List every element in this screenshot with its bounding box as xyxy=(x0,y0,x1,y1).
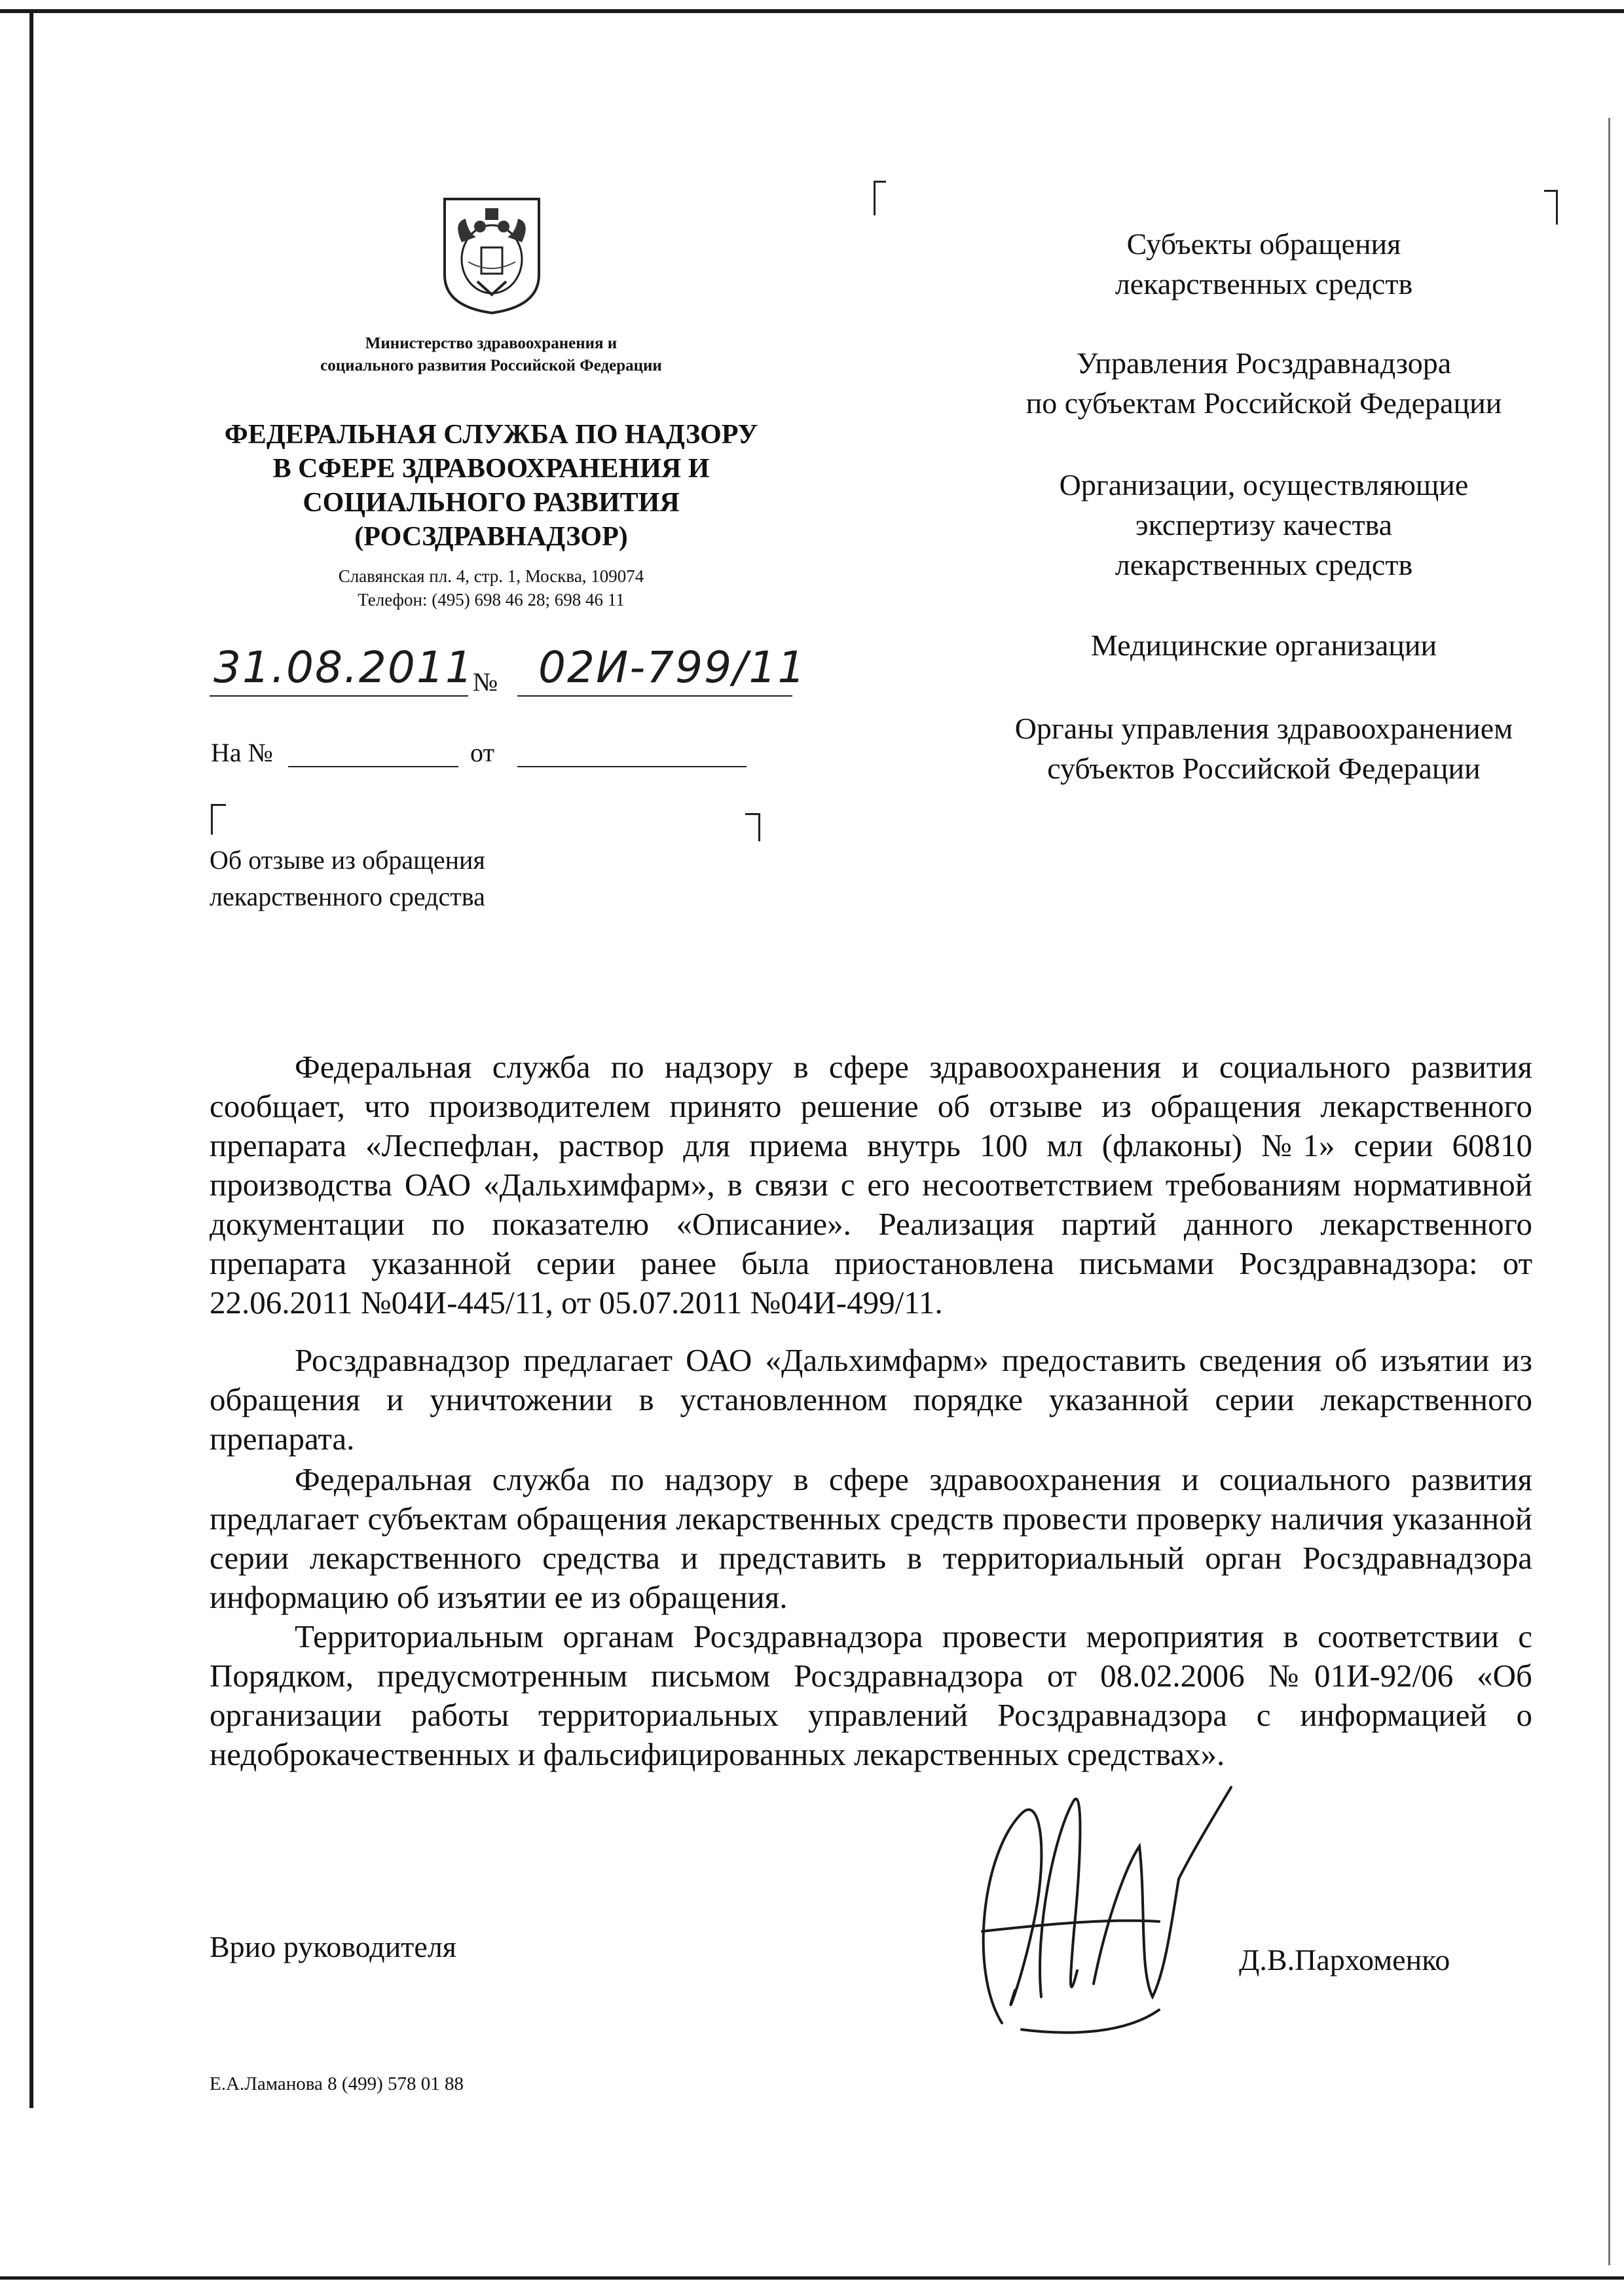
addressee-corner-left xyxy=(874,181,886,215)
addressee-2-line1: Управления Росздравнадзора xyxy=(1076,346,1452,380)
service-address: Славянская пл. 4, стр. 1, Москва, 109074 xyxy=(338,566,644,586)
ministry-name-line2: социального развития Российской Федерации xyxy=(320,357,662,374)
service-name-line2: В СФЕРЕ ЗДРАВООХРАНЕНИЯ И xyxy=(272,454,710,484)
date-underline xyxy=(210,695,468,697)
addressee-3-line2: экспертизу качества xyxy=(1135,508,1393,541)
scan-left-border xyxy=(29,13,33,2108)
scan-bottom-border xyxy=(0,2276,1624,2280)
scan-right-border xyxy=(1608,118,1610,2265)
subject-corner-left xyxy=(211,804,226,835)
addressee-4-line1: Медицинские организации xyxy=(1090,629,1437,662)
body-paragraph-4: Территориальным органам Росздравнадзора провести мероприятия в соответствии с Порядком, предусмотренным письмом Росздравнадзора от 08.02.2006 №01И-92/06 «Об организации работы территориальных управлений Росздравнадзора с информацией о недоброкачественных и фальсифицированных лекарственных средствах». xyxy=(210,1618,1532,1772)
outgoing-date: 31.08.2011 xyxy=(213,642,474,693)
addressee-3-line3: лекарственных средств xyxy=(1115,548,1413,581)
addressee-1-line1: Субъекты обращения xyxy=(1126,227,1401,261)
subject-line1: Об отзыве из обращения xyxy=(210,845,485,875)
number-label: № xyxy=(473,667,498,697)
addressee-5-line2: субъектов Российской Федерации xyxy=(1047,752,1481,785)
subject-line2: лекарственного средства xyxy=(210,882,485,911)
body-paragraph-3: Федеральная служба по надзору в сфере здравоохранения и социального развития предлагает субъектам обращения лекарственных средств провести проверку наличия указанной серии лекарственного средства и представить в территориальный орган Росздравнадзора информацию об изъятии ее из обращения. xyxy=(210,1461,1532,1615)
body-paragraph-1: Федеральная служба по надзору в сфере здравоохранения и социального развития сообщает, что производителем принято решение об отзыве из обращения лекарственного препарата «Леспефлан, раствор для приема внутрь 100 мл (флаконы) №1» серии 60810 производства ОАО «Дальхимфарм», в связи с его несоответствием требованиям нормативной документации по показателю «Описание». Реализация партий данного лекарственного препарата указанной серии ранее была приостановлена письмами Росздравнадзора: от 22.06.2011 №04И-445/11, от 05.07.2011 №04И-499/11. xyxy=(210,1049,1532,1321)
service-phone: Телефон: (495) 698 46 28; 698 46 11 xyxy=(358,590,625,610)
body-paragraph-2: Росздравнадзор предлагает ОАО «Дальхимфарм» предоставить сведения об изъятии из обращения и уничтожении в установленном порядке указанной серии лекарственного препарата. xyxy=(210,1342,1532,1457)
ref-date-underline xyxy=(517,766,747,767)
addressee-corner-right xyxy=(1544,190,1558,225)
service-name-line4: (РОСЗДРАВНАДЗОР) xyxy=(354,522,628,552)
addressee-1-line2: лекарственных средств xyxy=(1115,267,1413,301)
ministry-name-line1: Министерство здравоохранения и xyxy=(365,335,618,352)
coat-of-arms-icon xyxy=(439,196,544,316)
signatory-name: Д.В.Пархоменко xyxy=(1239,1943,1450,1977)
addressee-5-line1: Органы управления здравоохранением xyxy=(1014,712,1513,745)
service-name-line1: ФЕДЕРАЛЬНАЯ СЛУЖБА ПО НАДЗОРУ xyxy=(224,420,758,450)
addressee-3-line1: Организации, осуществляющие xyxy=(1059,468,1469,501)
signatory-position: Врио руководителя xyxy=(210,1930,456,1963)
scan-top-border xyxy=(0,9,1624,13)
outgoing-number: 02И-799/11 xyxy=(538,642,807,693)
ref-number-underline xyxy=(288,766,458,767)
executor-contact: Е.А.Ламанова 8 (499) 578 01 88 xyxy=(210,2073,464,2094)
ref-from-label: от xyxy=(470,738,494,767)
number-underline xyxy=(517,695,792,697)
service-name-line3: СОЦИАЛЬНОГО РАЗВИТИЯ xyxy=(303,488,680,518)
subject-corner-right xyxy=(745,813,760,841)
handwritten-signature xyxy=(943,1774,1238,2049)
addressee-2-line2: по субъектам Российской Федерации xyxy=(1025,386,1502,420)
ref-number-label: На № xyxy=(211,738,273,767)
